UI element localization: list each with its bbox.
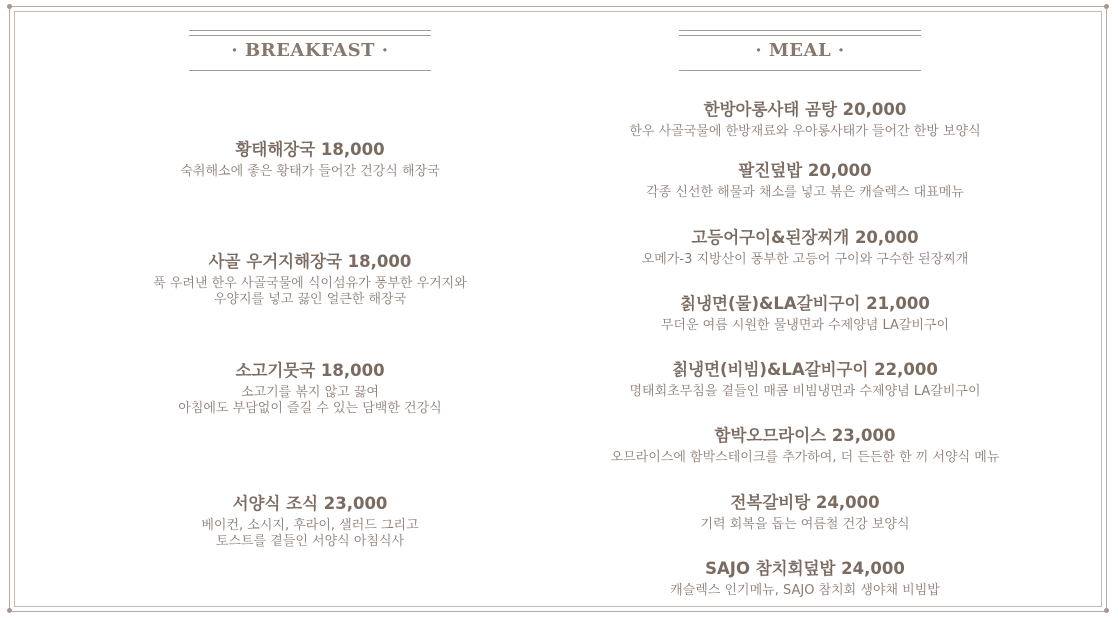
- breakfast-header-bottom-rule: [189, 70, 431, 71]
- meal-header-bottom-rule: [679, 70, 921, 71]
- menu-item-name: 황태해장국 18,000: [235, 140, 385, 159]
- menu-item-description-line: 베이컨, 소시지, 후라이, 샐러드 그리고: [201, 518, 419, 533]
- meal-item: [575, 290, 1035, 334]
- menu-item-description: [575, 517, 1035, 533]
- meal-item: [575, 157, 1035, 201]
- menu-item-description-line: 한우 사골국물에 한방재료와 우아롱사태가 들어간 한방 보양식: [629, 124, 981, 139]
- menu-item-description: [575, 252, 1035, 268]
- menu-item-description-line: 오므라이스에 함박스테이크를 추가하여, 더 든든한 한 끼 서양식 메뉴: [610, 450, 1000, 465]
- menu-item-description: [110, 276, 510, 308]
- corner-dot-top-left: [7, 4, 12, 9]
- corner-dot-bottom-right: [1104, 608, 1109, 613]
- breakfast-header-top-rule: [189, 30, 431, 36]
- breakfast-item: [110, 248, 510, 308]
- menu-item-name: 고등어구이&된장찌개 20,000: [691, 228, 919, 247]
- menu-item-description-line: 명태회초무침을 곁들인 매콤 비빔냉면과 수제양념 LA갈비구이: [629, 384, 981, 399]
- menu-item-description-line: 소고기를 볶지 않고 끓여: [241, 385, 379, 400]
- meal-item: [575, 356, 1035, 400]
- menu-item-description-line: 각종 신선한 해물과 채소를 넣고 볶은 캐슬렉스 대표메뉴: [646, 185, 964, 200]
- menu-item-name: 전복갈비탕 24,000: [730, 493, 880, 512]
- menu-item-name: 함박오므라이스 23,000: [714, 426, 896, 445]
- meal-header-label: · MEAL ·: [755, 40, 845, 61]
- breakfast-item: [110, 490, 510, 550]
- menu-item-description: [110, 385, 510, 417]
- menu-item-name: 칡냉면(물)&LA갈비구이 21,000: [680, 294, 930, 313]
- menu-item-description-line: 캐슬렉스 인기메뉴, SAJO 참치회 생야채 비빔밥: [670, 583, 940, 598]
- breakfast-header: [189, 30, 431, 71]
- menu-item-name: 한방아롱사태 곰탕 20,000: [703, 100, 907, 119]
- menu-item-description: [575, 318, 1035, 334]
- menu-item-description: [575, 384, 1035, 400]
- menu-item-description-line: 우양지를 넣고 끓인 얼큰한 해장국: [213, 292, 407, 307]
- meal-item: [575, 489, 1035, 533]
- menu-item-name: SAJO 참치회덮밥 24,000: [705, 559, 905, 578]
- menu-item-description: [575, 124, 1035, 140]
- menu-item-description: [555, 450, 1055, 466]
- corner-dot-bottom-left: [7, 608, 12, 613]
- meal-header-top-rule: [679, 30, 921, 36]
- menu-item-description-line: 오메가-3 지방산이 풍부한 고등어 구이와 구수한 된장찌개: [641, 252, 969, 267]
- menu-item-description-line: 푹 우려낸 한우 사골국물에 식이섬유가 풍부한 우거지와: [153, 276, 467, 291]
- corner-dot-top-right: [1104, 4, 1109, 9]
- menu-item-description-line: 토스트를 곁들인 서양식 아침식사: [215, 534, 405, 549]
- meal-item: [555, 422, 1055, 466]
- meal-item: [575, 96, 1035, 140]
- menu-item-description: [110, 518, 510, 550]
- menu-item-name: 서양식 조식 23,000: [232, 494, 388, 513]
- breakfast-header-label: · BREAKFAST ·: [231, 40, 389, 61]
- menu-item-description: [575, 583, 1035, 599]
- menu-item-description-line: 아침에도 부담없이 즐길 수 있는 담백한 건강식: [178, 401, 442, 416]
- breakfast-item: [110, 357, 510, 417]
- menu-item-description-line: 무더운 여름 시원한 물냉면과 수제양념 LA갈비구이: [660, 318, 950, 333]
- menu-item-name: 소고기뭇국 18,000: [235, 361, 385, 380]
- menu-item-name: 사골 우거지해장국 18,000: [208, 252, 412, 271]
- meal-item: [575, 224, 1035, 268]
- menu-item-description: [575, 185, 1035, 201]
- menu-item-name: 칡냉면(비빔)&LA갈비구이 22,000: [672, 360, 938, 379]
- breakfast-item: [110, 136, 510, 180]
- meal-header: [679, 30, 921, 71]
- menu-item-description-line: 기력 회복을 돕는 여름철 건강 보양식: [700, 517, 910, 532]
- menu-item-description-line: 숙취해소에 좋은 황태가 들어간 건강식 해장국: [180, 164, 440, 179]
- menu-item-description: [110, 164, 510, 180]
- meal-item: [575, 555, 1035, 599]
- menu-item-name: 팔진덮밥 20,000: [738, 161, 872, 180]
